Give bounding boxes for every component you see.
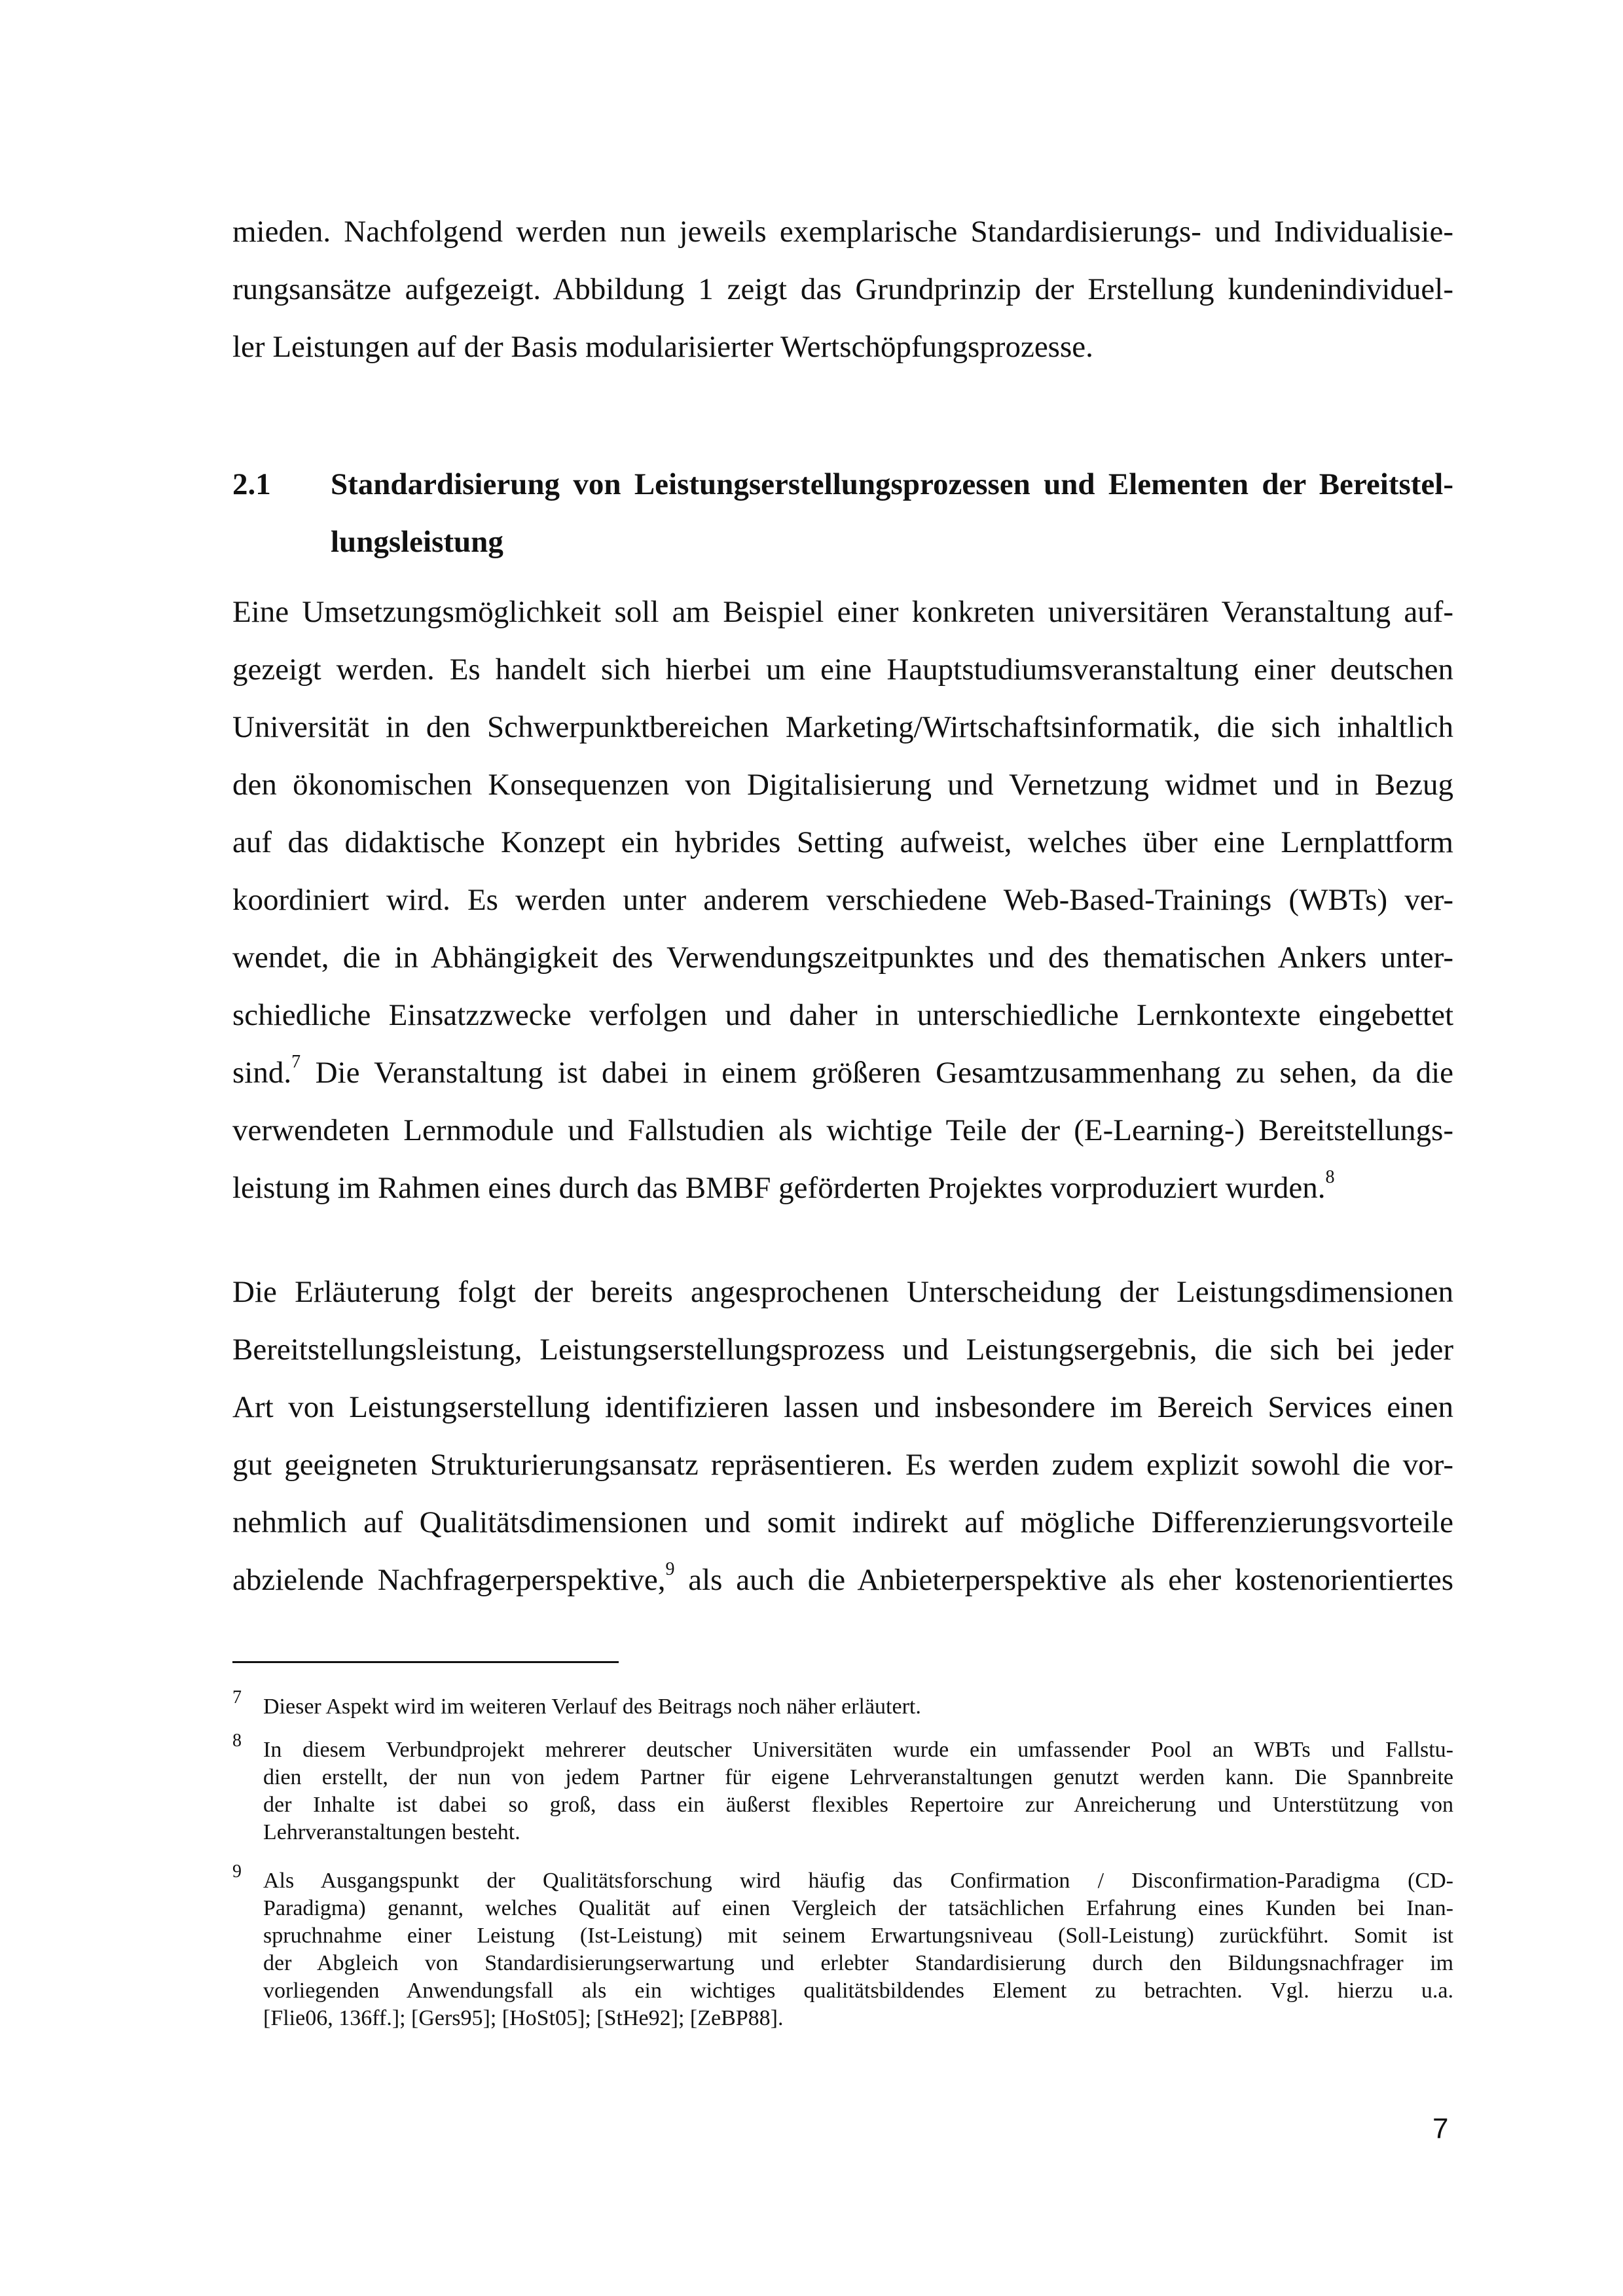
footnote-line: dien erstellt, der nun von jedem Partner für eigene Lehrveranstaltungen genutzt werden kann. Die Spannbreite (263, 1765, 1453, 1789)
footnote-mark: 9 (232, 1861, 242, 1882)
footnote-line: In diesem Verbundprojekt mehrerer deutscher Universitäten wurde ein umfassender Pool an WBTs und Fallstu- (263, 1738, 1453, 1762)
intro-line: rungsansätze aufgezeigt. Abbildung 1 zeigt das Grundprinzip der Erstellung kundenindividuel- (232, 272, 1453, 306)
paragraph-line (232, 1044, 1453, 1102)
footnote-line: Paradigma) genannt, welches Qualität auf einen Vergleich der tatsächlichen Erfahrung eines Kunden bei Inan- (263, 1896, 1453, 1920)
line-text: Die Veranstaltung ist dabei in einem größeren Gesamtzusammenhang zu sehen, da die (301, 1056, 1453, 1090)
intro-line: mieden. Nachfolgend werden nun jeweils exemplarische Standardisierungs- und Individualisie- (232, 215, 1453, 249)
footnote-body (263, 1736, 1453, 1846)
footnote-8 (232, 1731, 1453, 1846)
paragraph-line: Die Erläuterung folgt der bereits angesprochenen Unterscheidung der Leistungsdimensionen (232, 1275, 1453, 1309)
paragraph-line: Bereitstellungsleistung, Leistungserstellungsprozess und Leistungsergebnis, die sich bei jeder (232, 1333, 1453, 1367)
paragraph-line (232, 1159, 1453, 1217)
footnote-ref-7[interactable]: 7 (291, 1052, 301, 1073)
footnote-separator (232, 1661, 619, 1663)
section-title-line: lungsleistung (331, 525, 503, 559)
footnote-line: [Flie06, 136ff.]; [Gers95]; [HoSt05]; [StHe92]; [ZeBP88]. (263, 2006, 784, 2030)
footnote-mark: 8 (232, 1731, 242, 1751)
line-text: abzielende Nachfragerperspektive, (232, 1563, 666, 1597)
footnote-line: Als Ausgangspunkt der Qualitätsforschung wird häufig das Confirmation / Disconfirmation-Paradigma (CD- (263, 1869, 1453, 1893)
footnote-7 (232, 1687, 1453, 1721)
paragraph-line: koordiniert wird. Es werden unter anderem verschiedene Web-Based-Trainings (WBTs) ver- (232, 883, 1453, 917)
footnote-line: der Inhalte ist dabei so groß, dass ein äußerst flexibles Repertoire zur Anreicherung und Unterstützung von (263, 1793, 1453, 1817)
paragraph-line: nehmlich auf Qualitätsdimensionen und somit indirekt auf mögliche Differenzierungsvorteile (232, 1505, 1453, 1539)
line-text: leistung im Rahmen eines durch das BMBF geförderten Projektes vorproduziert wurden. (232, 1171, 1326, 1205)
footnote-line: der Abgleich von Standardisierungserwartung und erlebter Standardisierung durch den Bildungsnachfrager im (263, 1951, 1453, 1975)
paragraph-2 (232, 1263, 1453, 1609)
footnote-ref-9[interactable]: 9 (665, 1559, 675, 1580)
footnote-line: Dieser Aspekt wird im weiteren Verlauf des Beitrags noch näher erläutert. (263, 1695, 921, 1719)
footnote-line: vorliegenden Anwendungsfall als ein wichtiges qualitätsbildendes Element zu betrachten. Vgl. hierzu u.a. (263, 1979, 1453, 2003)
footnote-ref-8[interactable]: 8 (1325, 1167, 1335, 1188)
paragraph-line: Eine Umsetzungsmöglichkeit soll am Beispiel einer konkreten universitären Veranstaltung auf- (232, 595, 1453, 629)
footnote-mark: 7 (232, 1687, 242, 1708)
paragraph-line: gezeigt werden. Es handelt sich hierbei um eine Hauptstudiumsveranstaltung einer deutschen (232, 653, 1453, 687)
paragraph-line: gut geeigneten Strukturierungsansatz repräsentieren. Es werden zudem explizit sowohl die vor- (232, 1448, 1453, 1482)
paragraph-line: schiedliche Einsatzzwecke verfolgen und daher in unterschiedliche Lernkontexte eingebettet (232, 998, 1453, 1032)
line-text: als auch die Anbieterperspektive als eher kostenorientiertes (674, 1563, 1454, 1597)
paragraph-1 (232, 583, 1453, 1217)
section-number: 2.1 (232, 467, 271, 501)
paragraph-line: wendet, die in Abhängigkeit des Verwendungszeitpunktes und des thematischen Ankers unter- (232, 941, 1453, 975)
paragraph-line: Art von Leistungserstellung identifizieren lassen und insbesondere im Bereich Services einen (232, 1390, 1453, 1424)
line-text: sind. (232, 1056, 292, 1090)
footnote-line: Lehrveranstaltungen besteht. (263, 1820, 520, 1844)
paragraph-line: den ökonomischen Konsequenzen von Digitalisierung und Vernetzung widmet und in Bezug (232, 768, 1453, 802)
paragraph-line (232, 1551, 1453, 1609)
paragraph-line: Universität in den Schwerpunktbereichen Marketing/Wirtschaftsinformatik, die sich inhaltlich (232, 710, 1453, 744)
intro-paragraph (232, 203, 1453, 376)
section-title-line: Standardisierung von Leistungserstellungsprozessen und Elementen der Bereitstel- (331, 467, 1453, 501)
page-number: 7 (1432, 2113, 1449, 2145)
paragraph-line: verwendeten Lernmodule und Fallstudien als wichtige Teile der (E-Learning-) Bereitstellungs- (232, 1113, 1453, 1147)
section-title (331, 456, 1453, 571)
footnote-line: spruchnahme einer Leistung (Ist-Leistung) mit seinem Erwartungsniveau (Soll-Leistung) zurückführt. Somit ist (263, 1924, 1453, 1948)
footnote-body (263, 1693, 1453, 1721)
footnote-9 (232, 1861, 1453, 2032)
intro-line: ler Leistungen auf der Basis modularisierter Wertschöpfungsprozesse. (232, 330, 1093, 364)
paragraph-line: auf das didaktische Konzept ein hybrides Setting aufweist, welches über eine Lernplattform (232, 825, 1453, 859)
footnote-body (263, 1867, 1453, 2032)
